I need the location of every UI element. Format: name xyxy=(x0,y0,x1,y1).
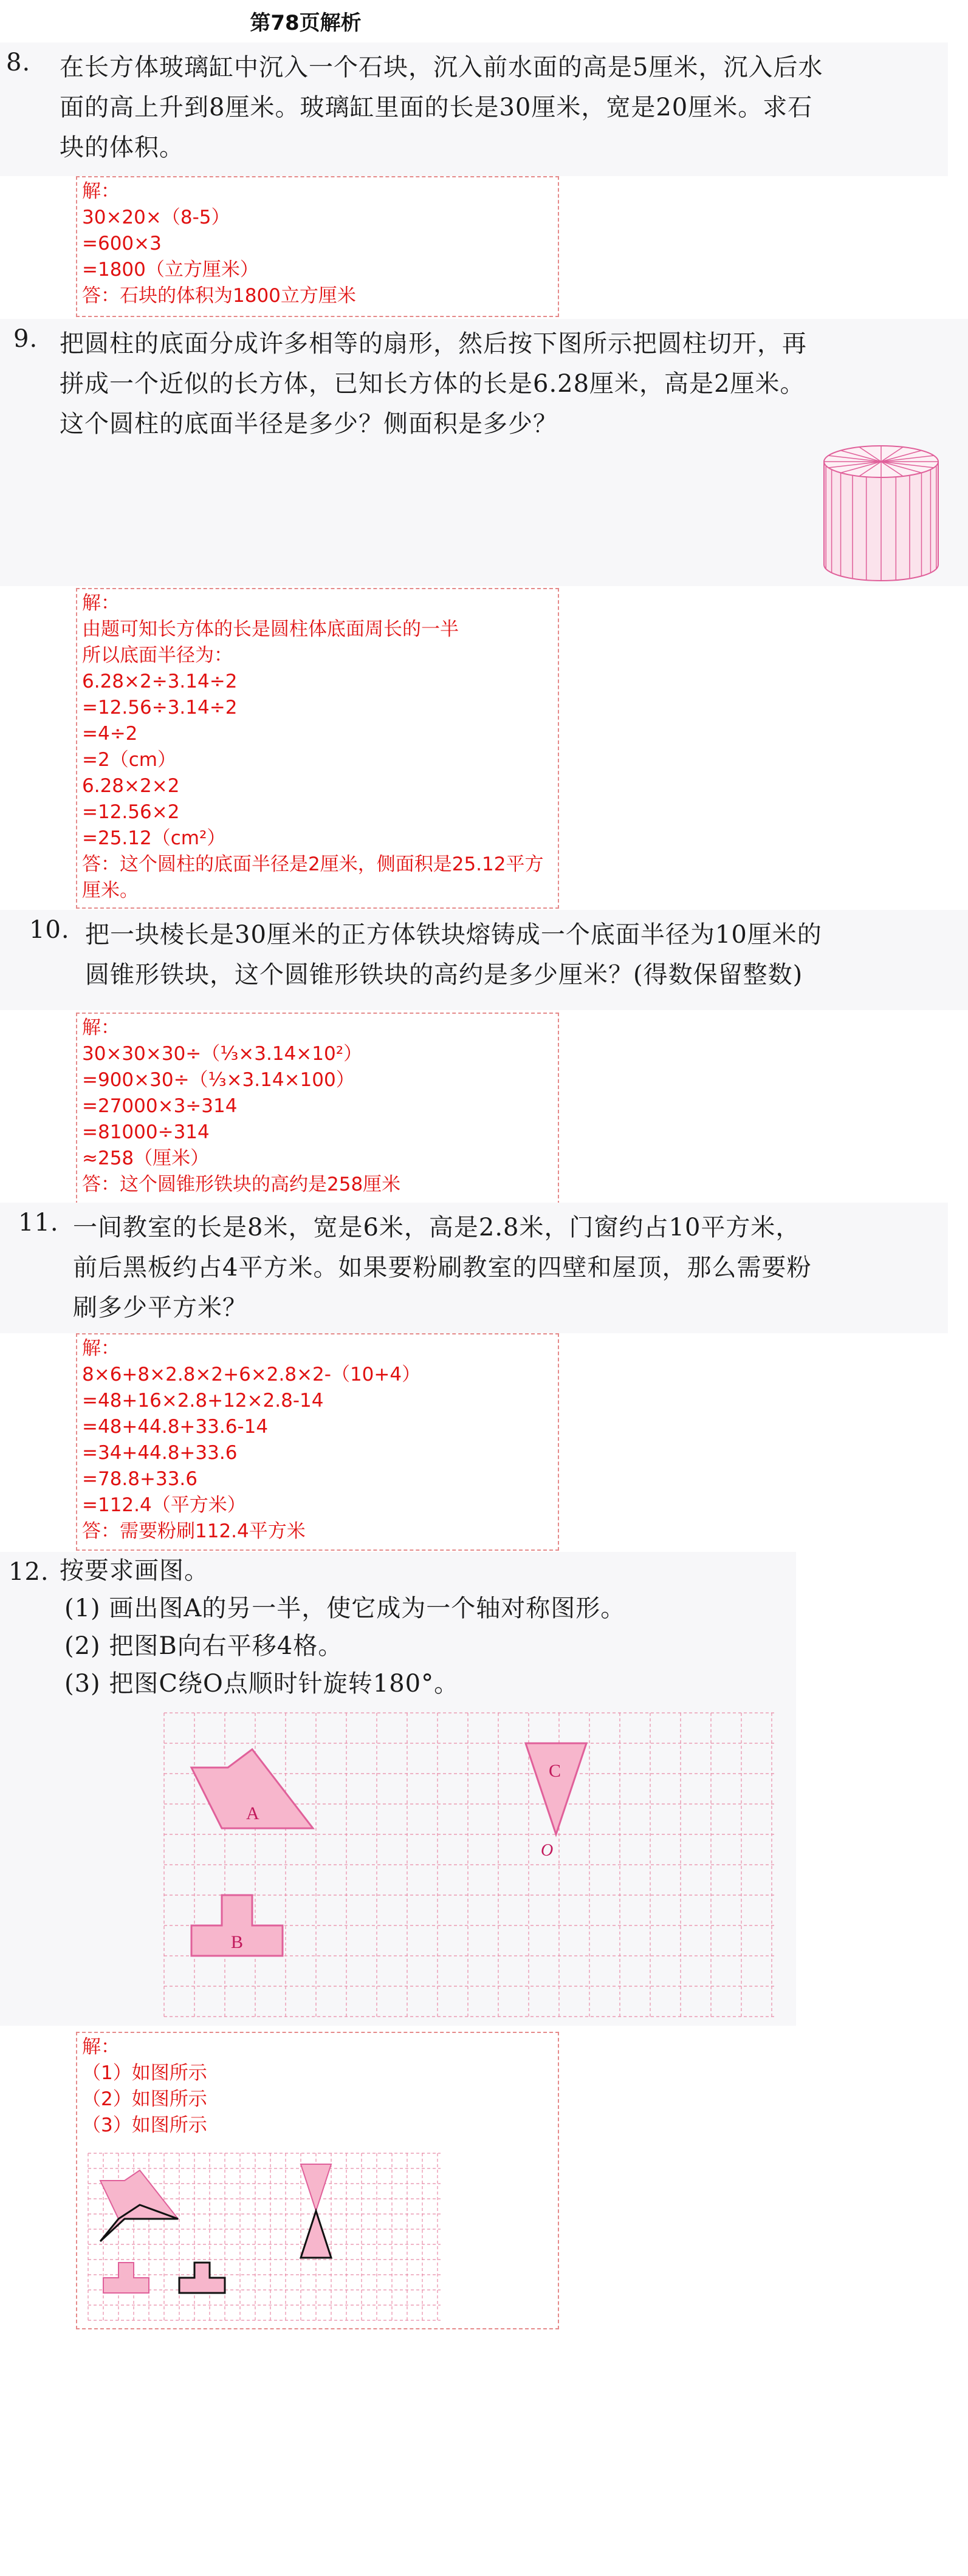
answer-line: =12.56×2 xyxy=(82,801,180,823)
answer-line: （2）如图所示 xyxy=(82,2088,207,2110)
answer-line: 所以底面半径为： xyxy=(82,644,233,666)
answer-line: =25.12（cm²） xyxy=(82,827,226,849)
answer-line: 8×6+8×2.8×2+6×2.8×2-（10+4） xyxy=(82,1364,421,1385)
cylinder-figure xyxy=(820,443,942,583)
answer-shape-c xyxy=(301,2164,331,2211)
answer-line: =48+16×2.8+12×2.8-14 xyxy=(82,1390,324,1412)
answer-line: 30×30×30÷（⅓×3.14×10²） xyxy=(82,1043,363,1065)
question-text-line: 圆锥形铁块，这个圆锥形铁块的高约是多少厘米？(得数保留整数) xyxy=(85,961,803,989)
answer-box-12 xyxy=(76,2032,559,2329)
question-number: 11. xyxy=(18,1209,59,1237)
answer-line: （3）如图所示 xyxy=(82,2114,207,2136)
answer-line: 解： xyxy=(82,592,120,614)
question-text-line: 前后黑板约占4平方米。如果要粉刷教室的四壁和屋顶，那么需要粉 xyxy=(73,1254,812,1282)
answer-line: =78.8+33.6 xyxy=(82,1468,197,1490)
answer-line: 答：需要粉刷112.4平方米 xyxy=(82,1520,306,1542)
answer-line: =600×3 xyxy=(82,233,162,255)
answer-line: 解： xyxy=(82,1017,120,1039)
question-text-line: 块的体积。 xyxy=(60,134,184,162)
question-number: 12. xyxy=(9,1558,49,1586)
answer-line: =112.4（平方米） xyxy=(82,1494,246,1516)
shape-a-label: A xyxy=(246,1803,260,1823)
question-text-line: 拼成一个近似的长方体，已知长方体的长是6.28厘米，高是2厘米。 xyxy=(60,370,805,398)
answer-line: ≈258（厘米） xyxy=(82,1147,210,1169)
answer-grid xyxy=(82,2147,444,2323)
answer-line: =4÷2 xyxy=(82,723,138,745)
answer-box-8 xyxy=(76,176,559,317)
answer-line: =34+44.8+33.6 xyxy=(82,1442,238,1464)
shape-b-label: B xyxy=(231,1932,244,1952)
answer-line: 解： xyxy=(82,1338,120,1359)
question-number: 9. xyxy=(13,325,38,353)
question-text-line: (2) 把图B向右平移4格。 xyxy=(64,1632,343,1660)
question-text-line: 刷多少平方米？ xyxy=(73,1294,247,1322)
question-text-line: 一间教室的长是8米，宽是6米，高是2.8米，门窗约占10平方米， xyxy=(73,1214,801,1242)
question-12 xyxy=(0,1552,796,2026)
answer-line: 解： xyxy=(82,180,120,202)
question-8 xyxy=(0,43,948,176)
question-text-line: 在长方体玻璃缸中沉入一个石块，沉入前水面的高是5厘米，沉入后水 xyxy=(60,53,823,81)
question-10 xyxy=(0,910,968,1010)
answer-box-9 xyxy=(76,588,559,909)
answer-line: 30×20×（8-5） xyxy=(82,207,230,228)
answer-line: （1）如图所示 xyxy=(82,2062,207,2084)
question-text-line: 把圆柱的底面分成许多相等的扇形，然后按下图所示把圆柱切开，再 xyxy=(60,330,807,358)
answer-shape-b xyxy=(103,2263,149,2293)
answer-line: =1800（立方厘米） xyxy=(82,259,259,281)
question-text-line: 按要求画图。 xyxy=(60,1557,209,1585)
shape-c-label: C xyxy=(549,1761,562,1781)
question-number: 8. xyxy=(6,49,31,77)
question-number: 10. xyxy=(29,916,70,944)
answer-box-10 xyxy=(76,1013,559,1204)
shape-c xyxy=(526,1743,586,1834)
question-text-line: (1) 画出图A的另一半，使它成为一个轴对称图形。 xyxy=(64,1594,626,1622)
page-title: 第78页解析 xyxy=(250,11,362,35)
answer-box-11 xyxy=(76,1333,559,1551)
answer-line: =27000×3÷314 xyxy=(82,1095,238,1117)
drawing-grid xyxy=(161,1710,778,2020)
question-text-line: 这个圆柱的底面半径是多少？侧面积是多少？ xyxy=(60,410,558,438)
question-text-line: (3) 把图C绕O点顺时针旋转180°。 xyxy=(64,1670,459,1698)
answer-shape-b-moved xyxy=(179,2263,225,2293)
answer-line: 6.28×2×2 xyxy=(82,775,180,797)
answer-line: 答：这个圆锥形铁块的高约是258厘米 xyxy=(82,1174,401,1195)
answer-line: 解： xyxy=(82,2036,120,2058)
answer-line: =48+44.8+33.6-14 xyxy=(82,1416,269,1438)
question-text-line: 面的高上升到8厘米。玻璃缸里面的长是30厘米，宽是20厘米。求石 xyxy=(60,94,813,121)
answer-line: =2（cm） xyxy=(82,749,176,771)
answer-line: =900×30÷（⅓×3.14×100） xyxy=(82,1069,355,1091)
point-o-label: O xyxy=(541,1841,554,1860)
answer-shape-c-rotated xyxy=(301,2211,331,2258)
answer-line: 由题可知长方体的长是圆柱体底面周长的一半 xyxy=(82,618,459,640)
answer-line: 6.28×2÷3.14÷2 xyxy=(82,671,238,692)
question-text-line: 把一块棱长是30厘米的正方体铁块熔铸成一个底面半径为10厘米的 xyxy=(85,921,822,949)
answer-line: 答：石块的体积为1800立方厘米 xyxy=(82,285,356,307)
answer-line: 答：这个圆柱的底面半径是2厘米，侧面积是25.12平方厘米。 xyxy=(82,853,544,901)
question-11 xyxy=(0,1203,948,1333)
answer-line: =12.56÷3.14÷2 xyxy=(82,697,238,719)
question-9 xyxy=(0,319,968,586)
answer-line: =81000÷314 xyxy=(82,1121,210,1143)
